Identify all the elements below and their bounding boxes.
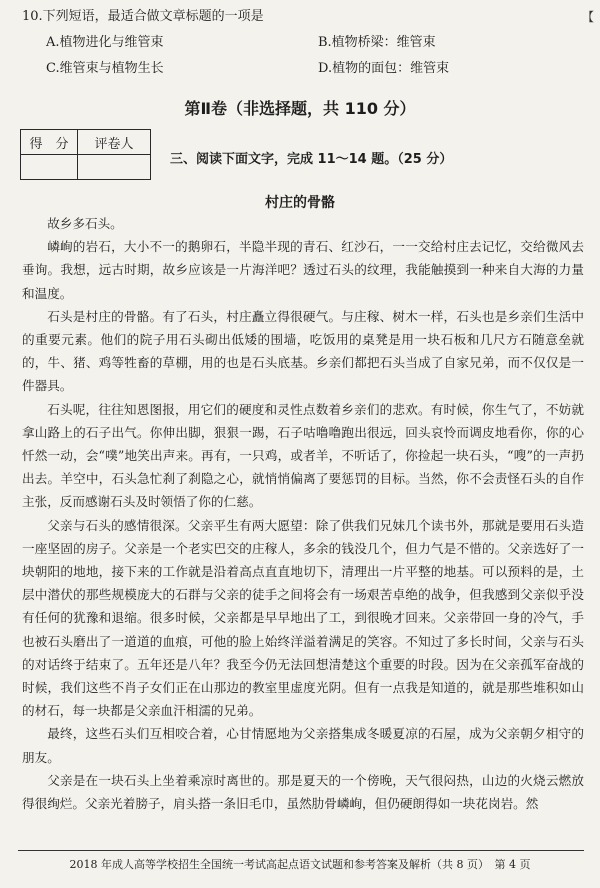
article-paragraph: 最终，这些石头们互相咬合着，心甘情愿地为父亲搭集成冬暖夏凉的石屋，成为父亲朝夕相守的朋友。: [22, 726, 584, 765]
question-10-option-b: B.植物桥梁：维管束: [318, 35, 436, 50]
question-10-option-d: D.植物的面包：维管束: [318, 61, 450, 76]
article-paragraph: 石头是村庄的骨骼。有了石头，村庄矗立得很硬气。与庄稼、树木一样，石头也是乡亲们生活中的重要元素。他们的院子用石头砌出低矮的围墙，吃饭用的桌凳是用一块石板和几尺方石随意垒就的，牛、猪、鸡等牲畜的草棚，用的也是石头底基。乡亲们都把石头当成了自家兄弟，而不仅仅是一件器具。: [22, 308, 584, 394]
footer-rule: [18, 850, 584, 851]
score-table: [20, 129, 151, 180]
question-10-option-a: A.植物进化与维管束: [46, 35, 164, 50]
article-paragraph: 嶙峋的岩石，大小不一的鹅卵石，半隐半现的青石、红沙石，一一交给村庄去记忆，交给微风去垂询。我想，远古时期，故乡应该是一片海洋吧？透过石头的纹理，我能触摸到一种来自大海的力量和温度。: [22, 239, 584, 301]
article-title: 村庄的骨骼: [265, 195, 335, 211]
score-label: 得 分: [21, 130, 78, 155]
score-cell: [21, 155, 78, 180]
article-paragraph: 石头呢，往往知恩图报，用它们的硬度和灵性点数着乡亲们的悲欢。有时候，你生气了，不妨就拿山路上的石子出气。你伸出脚，狠狠一踢，石子咕噜噜跑出很远，回头哀怜而调皮地看你，你的心忏然一动，会“噗”地笑出声来。再有，一只鸡，或者羊，不听话了，你捡起一块石头，“嗖”的一声扔出去。羊空中，石头急忙刹了刹隐之心，就悄悄偏离了要惩罚的目标。当然，你不会责怪石头的自作主张，反而感谢石头及时领悟了你的仁慈。: [22, 401, 584, 510]
article-body: [22, 212, 584, 815]
article-paragraph: 父亲与石头的感情很深。父亲平生有两大愿望：除了供我们兄妹几个读书外，那就是要用石头造一座坚固的房子。父亲是一个老实巴交的庄稼人，多余的钱没几个，但力气是不惜的。父亲选好了一块朝阳的地地，接下来的工作就是沿着高点直直地切下，清理出一片平整的地基。可以预料的是，土层中潜伏的那些规模庞大的石群与父亲的徒手之间将会有一场艰苦卓绝的战争，但我感到父亲似乎没有任何的犹豫和退缩。很多时候，父亲都是早早地出了工，到很晚才回来。父亲带回一身的冷气，手也被石头磨出了一道道的血痕，可他的脸上始终洋溢着满足的笑容。不知过了多长时间，父亲与石头的对话终于结束了。五年还是八年？我至今仍无法回想清楚这个重要的时段。因为在父亲孤军奋战的时候，我们这些不肖子女们正在山那边的教室里虚度光阴。但有一点我是知道的，就是那些堆积如山的材石，每一块都是父亲血汗相濡的兄弟。: [22, 517, 584, 719]
corner-mark: 【: [581, 10, 594, 24]
question-10-stem: 10.下列短语，最适合做文章标题的一项是: [22, 9, 264, 24]
article-paragraph: 父亲是在一块石头上坐着乘凉时离世的。那是夏天的一个傍晚，天气很闷热，山边的火烧云燃放得很绚烂。父亲光着膀子，肩头搭一条旧毛巾，虽然肋骨嶙峋，但仍硬朗得如一块花岗岩。然: [22, 772, 584, 812]
grader-cell: [78, 155, 151, 180]
grader-label: 评卷人: [78, 130, 151, 155]
question-10-option-c: C.维管束与植物生长: [46, 61, 164, 76]
page-footer: 2018 年成人高等学校招生全国统一考试高起点语文试题和参考答案及解析（共 8 页） 第 4 页: [69, 858, 531, 871]
section-title: 第Ⅱ卷（非选择题，共 110 分）: [184, 99, 416, 118]
part-3-heading: 三、阅读下面文字，完成 11～14 题。（25 分）: [170, 152, 453, 167]
article-paragraph: 故乡多石头。: [47, 216, 123, 231]
